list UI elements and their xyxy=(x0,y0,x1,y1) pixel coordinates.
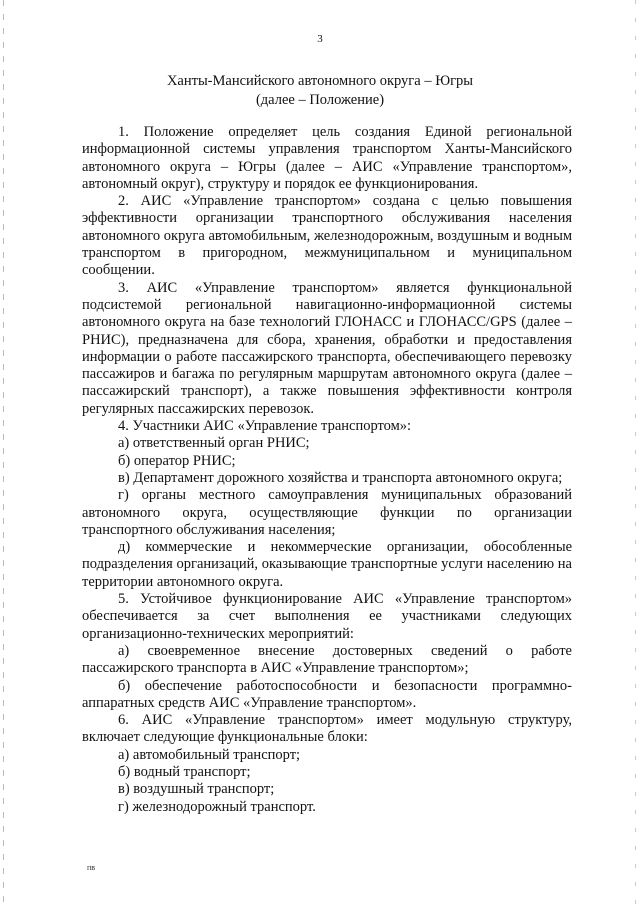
paragraph-1: 1. Положение определяет цель создания Единой региональной информационной системы управления транспортом Ханты-Мансийского автономного округа – Югры (далее – АИС «Управление транспортом», автономный округ), структуру и порядок ее функционирования. xyxy=(82,124,572,192)
page-number: 3 xyxy=(317,33,323,45)
scan-edge-right xyxy=(635,0,636,905)
paragraph-5: 5. Устойчивое функционирование АИС «Управление транспортом» обеспечивается за счет выполнения ее участниками следующих организационно-технических мероприятий: xyxy=(82,591,572,642)
list-item-4d: г) органы местного самоуправления муниципальных образований автономного округа, осуществляющие функции по организации транспортного обслуживания населения; xyxy=(82,487,572,538)
paragraph-3: 3. АИС «Управление транспортом» является функциональной подсистемой региональной навигационно-информационной системы автономного округа на базе технологий ГЛОНАСС и ГЛОНАСС/GPS (далее – РНИС), предназначена для сбора, хранения, обработки и предоставления информации о работе пассажирского транспорта, обеспечивающего перевозку пассажиров и багажа по регулярным маршрутам автономного округа (далее – пассажирский транспорт), а также повышения эффективности контроля регулярных пассажирских перевозок. xyxy=(82,279,572,417)
list-item-4c: в) Департамент дорожного хозяйства и транспорта автономного округа; xyxy=(118,469,563,486)
heading-line-1: Ханты-Мансийского автономного округа – Югры xyxy=(166,73,474,89)
list-item-6b: б) водный транспорт; xyxy=(118,763,251,780)
paragraph-2: 2. АИС «Управление транспортом» создана с целью повышения эффективности организации транспортного обслуживания населения автономного округа автомобильным, железнодорожным, воздушным и водным транспортом в пригородном, межмуниципальном и муниципальном сообщении. xyxy=(82,193,572,279)
scan-edge-left xyxy=(3,0,4,905)
heading-line-2: (далее – Положение) xyxy=(255,92,385,108)
list-item-4b: б) оператор РНИС; xyxy=(118,452,236,469)
document-body xyxy=(82,124,572,816)
document-heading xyxy=(40,72,600,110)
list-item-6c: в) воздушный транспорт; xyxy=(118,781,275,798)
list-item-6a: а) автомобильный транспорт; xyxy=(118,746,301,763)
list-item-5a: а) своевременное внесение достоверных сведений о работе пассажирского транспорта в АИС «Управление транспортом»; xyxy=(82,642,572,677)
list-item-6d: г) железнодорожный транспорт. xyxy=(118,798,316,815)
list-item-4a: а) ответственный орган РНИС; xyxy=(118,435,310,452)
list-item-4e: д) коммерческие и некоммерческие организации, обособленные подразделения организаций, оказывающие транспортные услуги населению на территории автономного округа. xyxy=(82,539,572,590)
list-item-5b: б) обеспечение работоспособности и безопасности программно-аппаратных средств АИС «Управление транспортом». xyxy=(82,677,572,711)
paragraph-4: 4. Участники АИС «Управление транспортом»: xyxy=(118,418,412,435)
footer-code: пв xyxy=(87,863,96,872)
paragraph-6: 6. АИС «Управление транспортом» имеет модульную структуру, включает следующие функциональные блоки: xyxy=(82,712,572,746)
